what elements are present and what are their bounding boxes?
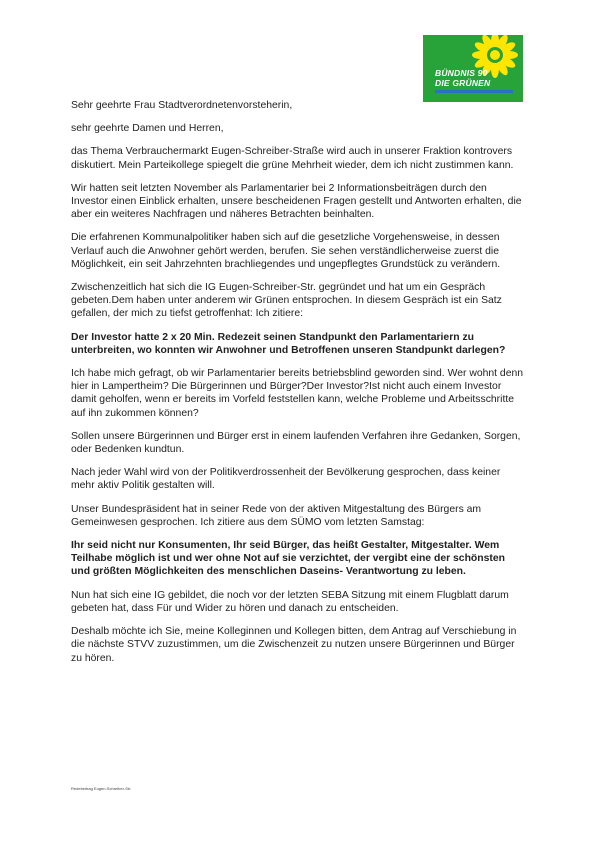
logo-blue-bar	[435, 90, 513, 93]
paragraph: Sollen unsere Bürgerinnen und Bürger erst in einem laufenden Verfahren ihre Gedanken, Sorgen, oder Bedenken kundtun.	[71, 430, 521, 456]
paragraph: Zwischenzeitlich hat sich die IG Eugen-Schreiber-Str. gegründet und hat um ein Gespräch gebeten.Dem haben unter anderem wir Grünen entsprochen. In diesem Gespräch ist ein Satz gefallen, der mich zu tiefst getroffenhat: Ich zitiere:	[71, 282, 502, 320]
salutation-1: Sehr geehrte Frau Stadtverordnetenvorsteherin,	[71, 100, 293, 111]
paragraph: Nach jeder Wahl wird von der Politikverdrossenheit der Bevölkerung gesprochen, dass keiner mehr aktiv Politik gestalten will.	[71, 467, 501, 492]
speech-body	[71, 99, 526, 675]
paragraph: Deshalb möchte ich Sie, meine Kolleginnen und Kollegen bitten, dem Antrag auf Verschiebung in die nächste STVV zuzustimmen, um die Zwischenzeit zu nutzen unsere Bürgerinnen und Bürger zu hören.	[71, 626, 517, 664]
paragraph: Wir hatten seit letzten November als Parlamentarier bei 2 Informationsbeiträgen durch den Investor einen Einblick erhalten, unsere bescheidenen Fragen gestellt und Antworten erhalten, die aber ein weiteres Nachfragen und näheres Betrachten beinhalten.	[71, 182, 522, 221]
paragraph: Ich habe mich gefragt, ob wir Parlamentarier bereits betriebsblind geworden sind. Wer wohnt denn hier in Lampertheim? Die Bürgerinnen und Bürger?Der Investor?Ist nicht auch einem Investor damit geholfen, wenn er bereits im Vorfeld feststellen kann, welche Probleme und Arbeitsschritte auf ihn zukommen können?	[71, 368, 524, 419]
logo-text-line1: BÜNDNIS 90	[435, 68, 488, 78]
salutation-2: sehr geehrte Damen und Herren,	[71, 123, 224, 135]
page-footer: Redebeitrag Eugen-Schreiber-Str.	[71, 786, 132, 791]
paragraph: das Thema Verbrauchermarkt Eugen-Schreiber-Straße wird auch in unserer Fraktion kontrovers diskutiert. Mein Parteikollege spiegelt die grüne Mehrheit wieder, dem ich nicht zustimmen kann.	[71, 146, 514, 171]
party-logo	[423, 35, 523, 102]
logo-text-line2: DIE GRÜNEN	[435, 78, 491, 88]
paragraph: Unser Bundespräsident hat in seiner Rede von der aktiven Mitgestaltung des Bürgers am Gemeinwesen gesprochen. Ich zitiere aus dem SÜMO vom letzten Samstag:	[71, 503, 482, 528]
bold-quote: Der Investor hatte 2 x 20 Min. Redezeit seinen Standpunkt den Parlamentariern zu unterbreiten, wo konnten wir Anwohner und Betroffenen unseren Standpunkt darlegen?	[71, 331, 506, 356]
bold-quote: Ihr seid nicht nur Konsumenten, Ihr seid Bürger, das heißt Gestalter, Mitgestalter. Wem Teilhabe möglich ist und wer ohne Not auf sie verzichtet, der vergibt eine der schönsten und größten Möglichkeiten des menschlichen Daseins- Verantwortung zu leben.	[71, 540, 505, 578]
paragraph: Nun hat sich eine IG gebildet, die noch vor der letzten SEBA Sitzung mit einem Flugblatt darum gebeten hat, dass Für und Wider zu hören und danach zu entscheiden.	[71, 589, 509, 614]
paragraph: Die erfahrenen Kommunalpolitiker haben sich auf die gesetzliche Vorgehensweise, in dessen Verlauf auch die Anwohner gehört werden, berufen. Sie sehen verständlicherweise zuerst die Möglichkeit, ein seit Jahrzehnten brachliegendes und ungepflegtes Grundstück zu verändern.	[71, 232, 501, 270]
